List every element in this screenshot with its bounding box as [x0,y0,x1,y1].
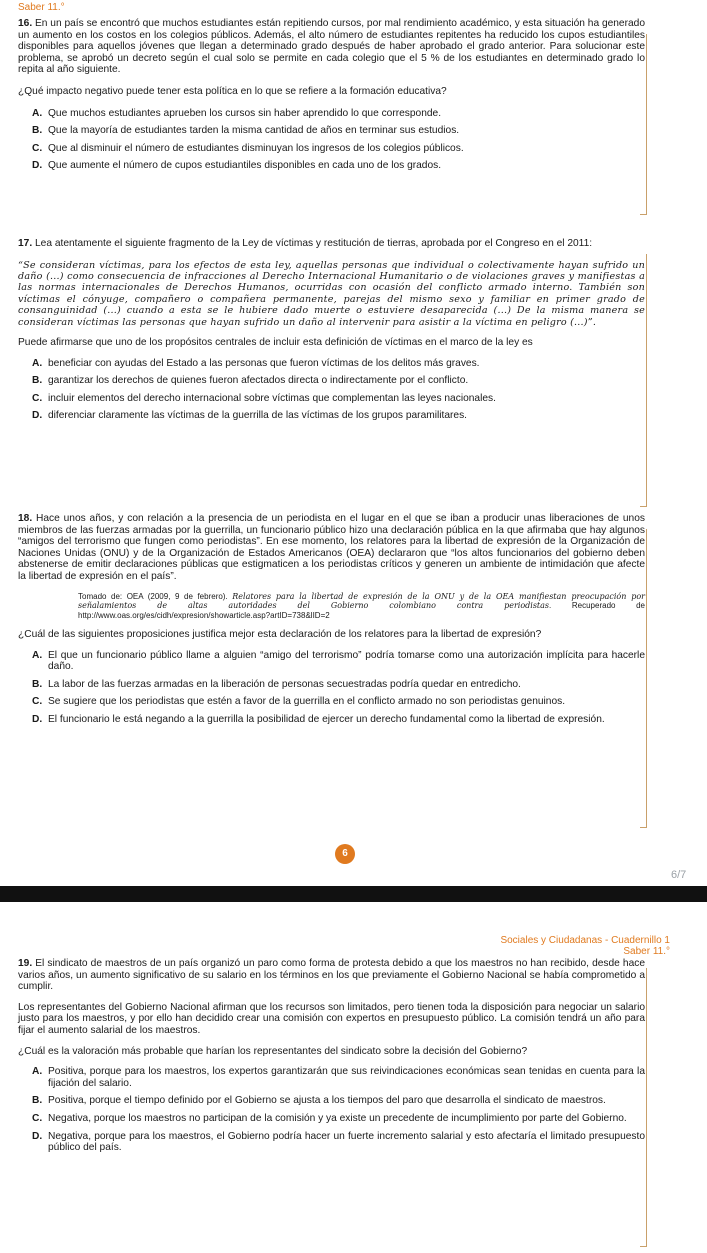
question-19-bracket [640,968,647,1247]
option-d[interactable]: D. diferenciar claramente las víctimas de la guerrilla de las víctimas de los grupos paramilitares. [32,410,467,422]
option-c[interactable]: C. incluir elementos del derecho internacional sobre víctimas que complementan las leyes nacionales. [32,392,496,404]
question-17-bracket [640,254,647,507]
exam-header: Saber 11.° [623,946,670,957]
question-19-stem: 19. El sindicato de maestros de un país organizó un paro como forma de protesta debido a que los maestros no han recibido, desde hace varios años, un aumento significativo de su salario en los términos en los que previamente el Gobierno Nacional se había comprometido a cumplir. [18,958,645,993]
option-a[interactable]: A. El que un funcionario público llame a alguien “amigo del terrorismo” podría tomarse como una autorización implícita para hacerle daño. [32,649,645,673]
option-d[interactable]: D. Que aumente el número de cupos estudiantiles disponibles en cada uno de los grados. [32,160,442,172]
source-citation: Tomado de: OEA (2009, 9 de febrero). Relatores para la libertad de expresión de la ONU y de la OEA manifiestan preocupación por señalamientos de altas autoridades del Gobierno colombiano contra periodistas. Recuperado de http://www.oas.org/es/cidh/expresion/showarticle.asp?artID=738&lID=2 [78,591,645,621]
law-quote: “Se consideran víctimas, para los efectos de esta ley, aquellas personas que individual o colectivamente hayan sufrido un daño (...) como consecuencia de infracciones al Derecho Internacional Humanitario o de violaciones graves y manifiestas a las normas internacionales de Derechos Humanos, ocurridas con ocasión del conflicto armado interno. También son víctimas el cónyuge, compañero o compañera permanente, parejas del mismo sexo y familiar en primer grado de consanguinidad (...) cuando a esta se le hubiere dado muerte o estuviere desaparecida (...) De la misma manera se consideran víctimas las personas que hayan sufrido un daño al intervenir para asistir a la víctima en peligro (...)”. [18,259,645,328]
question-19-prompt: ¿Cuál es la valoración más probable que harían los representantes del sindicato sobre la decisión del Gobierno? [18,1045,528,1057]
question-19 [18,958,645,1154]
question-18-bracket [640,529,647,828]
question-16-bracket [640,34,647,215]
question-16-prompt: ¿Qué impacto negativo puede tener esta política en lo que se refiere a la formación educativa? [18,85,447,97]
question-17-prompt: Puede afirmarse que uno de los propósitos centrales de incluir esta definición de víctimas en el marco de la ley es [18,337,533,349]
option-d[interactable]: D. El funcionario le está negando a la guerrilla la posibilidad de ejercer un derecho fundamental como la libertad de expresión. [32,713,605,725]
question-18-prompt: ¿Cuál de las siguientes proposiciones justifica mejor esta declaración de los relatores para la libertad de expresión? [18,628,542,640]
page-separator [0,886,707,902]
option-a[interactable]: A. beneficiar con ayudas del Estado a las personas que fueron víctimas de los delitos más graves. [32,357,480,369]
option-d[interactable]: D. Negativa, porque para los maestros, el Gobierno podría hacer un fuerte incremento salarial y esto afectaría el limitado presupuesto público del país. [32,1130,645,1154]
option-b[interactable]: B. garantizar los derechos de quienes fueron afectados directa o indirectamente por el conflicto. [32,375,469,387]
option-c[interactable]: C. Se sugiere que los periodistas que estén a favor de la guerrilla en el conflicto armado no son periodistas genuinos. [32,696,566,708]
option-b[interactable]: B. La labor de las fuerzas armadas en la liberación de personas secuestradas podría quedar en entredicho. [32,678,521,690]
question-18 [18,513,645,726]
page-number-badge: 6 [335,844,355,864]
question-18-stem: 18. Hace unos años, y con relación a la presencia de un periodista en el lugar en el que se iban a producir unas liberaciones de unos miembros de las fuerzas armadas por la guerrilla, un funcionario público hizo una declaración pública en la que afirmaba que hay algunos “amigos del terrorismo que fungen como periodistas”. En ese momento, los relatores para la libertad de expresión de la Organización de Naciones Unidas (ONU) y de la Organización de Estados Americanos (OEA) declararon que “los altos funcionarios del gobierno deben abstenerse de emitir declaraciones públicas que estigmaticen a los periodistas críticos y generen un ambiente de intimidación que afecte la libertad de expresión en el país”. [18,513,645,582]
option-a[interactable]: A. Que muchos estudiantes aprueben los cursos sin haber aprendido lo que corresponde. [32,107,442,119]
option-b[interactable]: B. Que la mayoría de estudiantes tarden la misma cantidad de años en terminar sus estudios. [32,125,460,137]
question-16 [18,18,645,172]
source-url[interactable]: http://www.oas.org/es/cidh/expresion/showarticle.asp?artID=738&lID=2 [78,611,330,621]
page-counter: 6/7 [671,869,687,881]
question-17 [18,238,645,422]
question-19-context: Los representantes del Gobierno Nacional afirman que los recursos son limitados, pero tienen toda la disposición para negociar un salario justo para los maestros, y por ello han decidido crear una comisión con expertos en presupuesto público. La comisión tendrá un año para fijar el aumento salarial de los maestros. [18,1001,645,1036]
option-a[interactable]: A. Positiva, porque para los maestros, los expertos garantizarán que sus reivindicaciones económicas sean tenidas en cuenta para la fijación del salario. [32,1066,645,1089]
subject-header: Sociales y Ciudadanas - Cuadernillo 1 [500,935,670,946]
option-b[interactable]: B. Positiva, porque el tiempo definido por el Gobierno se ajusta a los tiempos del paro que desarrolla el sindicato de maestros. [32,1095,606,1107]
question-number: 16. [18,18,33,29]
option-c[interactable]: C. Que al disminuir el número de estudiantes disminuyan los ingresos de los colegios públicos. [32,142,464,154]
question-17-stem: 17. Lea atentamente el siguiente fragmento de la Ley de víctimas y restitución de tierras, aprobada por el Congreso en el 2011: [18,238,593,249]
option-c[interactable]: C. Negativa, porque los maestros no participan de la comisión y ya existe un precedente de incumplimiento por parte del Gobierno. [32,1112,627,1124]
page-header: Saber 11.° [18,2,65,13]
question-16-stem: 16. En un país se encontró que muchos estudiantes están repitiendo cursos, por mal rendimiento académico, y esta situación ha generado un aumento en los costos en los colegios públicos. Además, el alto número de estudiantes repitentes ha reducido los cupos estudiantiles disponibles para aquellos jóvenes que llegan a determinado grado después de haber aprobado el grado anterior. Para solucionar este problema, se aprobó un decreto según el cual solo se permite en cada colegio que el 5 % de los estudiantes en determinado grado lo repita al año siguiente. [18,18,645,76]
